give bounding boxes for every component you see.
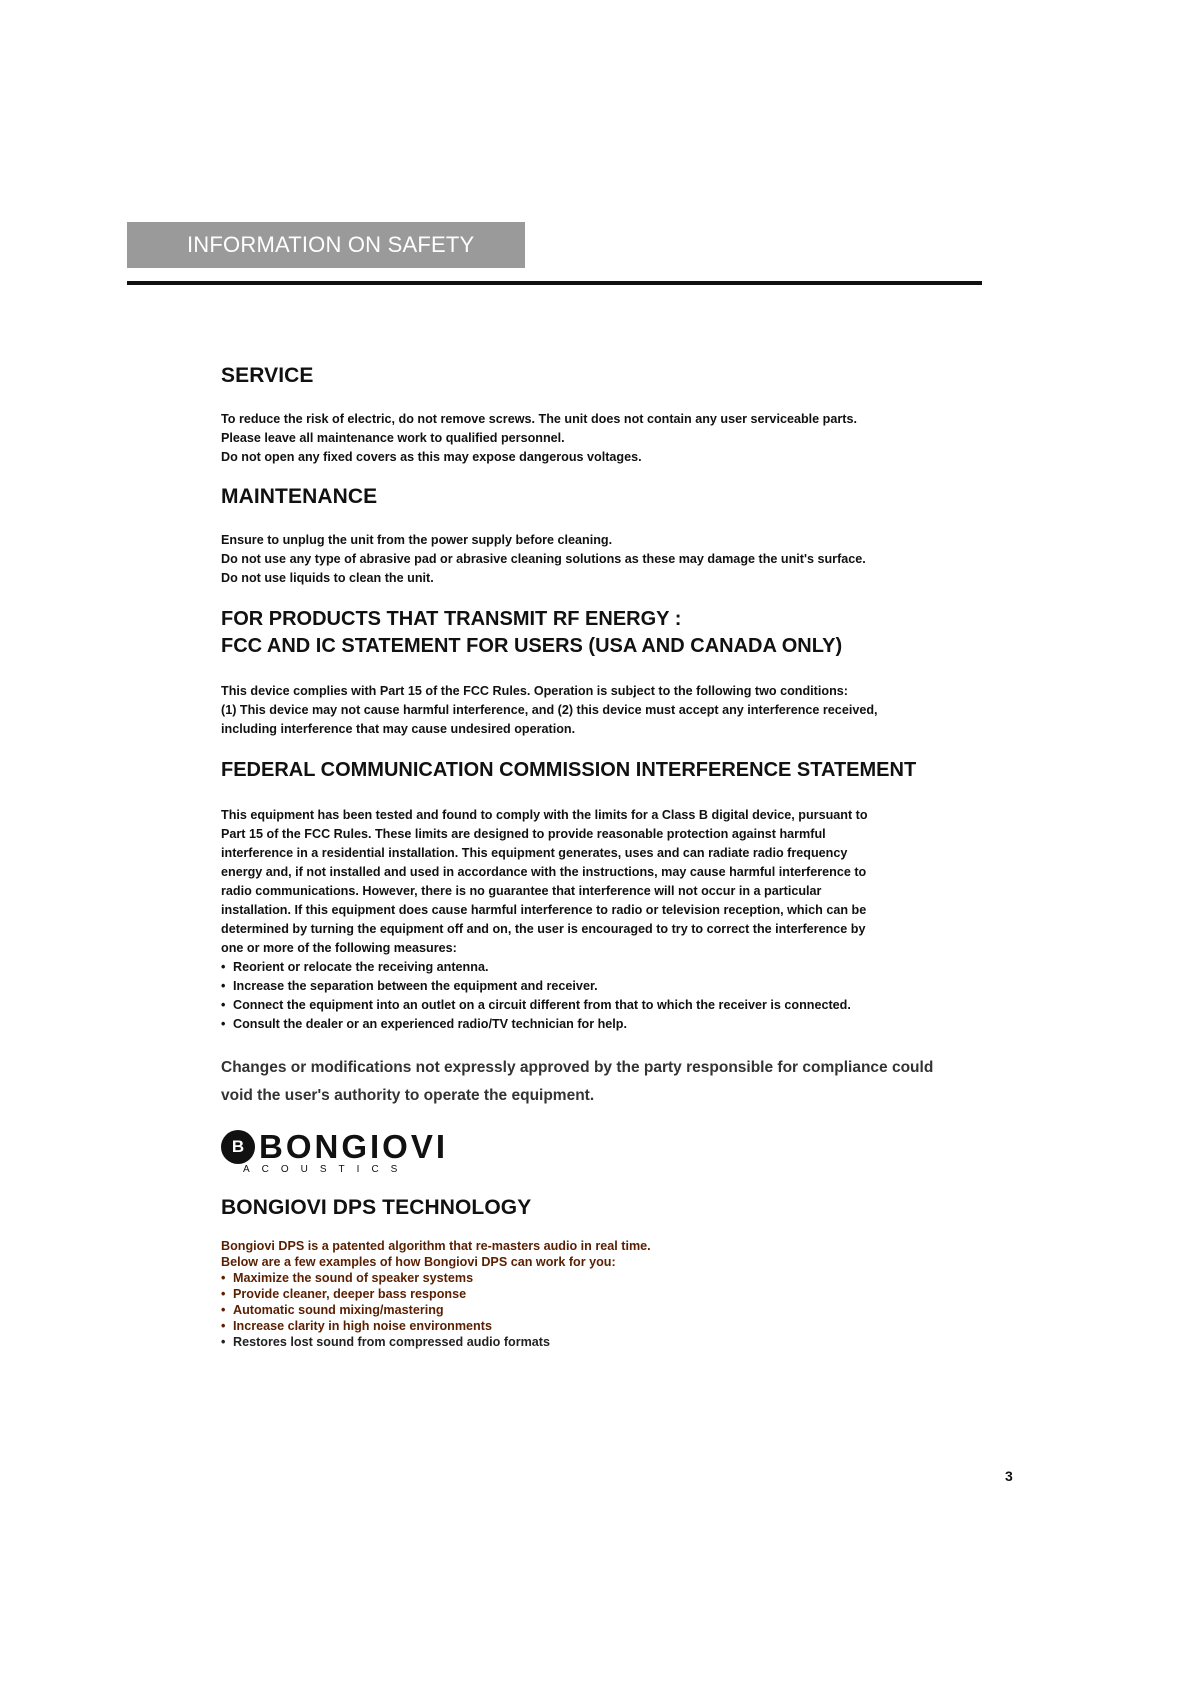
measure-list-item [221, 996, 1011, 1015]
service-line: Do not open any fixed covers as this may expose dangerous voltages. [221, 450, 642, 464]
logo-mark-icon [221, 1130, 255, 1164]
section-header-tab [127, 222, 525, 268]
fcc-interference-body [221, 806, 1011, 1034]
measure-text: Reorient or relocate the receiving antenna. [233, 960, 489, 974]
bongiovi-body [221, 1238, 1011, 1350]
feature-text: Automatic sound mixing/mastering [233, 1303, 444, 1317]
service-line: To reduce the risk of electric, do not remove screws. The unit does not contain any user serviceable parts. [221, 412, 857, 426]
fcc-ic-title-line2: FCC AND IC STATEMENT FOR USERS (USA AND CANADA ONLY) [221, 635, 843, 657]
bullet-glyph: • [221, 1303, 226, 1317]
fcc-interference-line: determined by turning the equipment off and on, the user is encouraged to try to correct the interference by [221, 922, 866, 936]
measure-text: Connect the equipment into an outlet on a circuit different from that to which the receiver is connected. [233, 998, 851, 1012]
fcc-interference-line: interference in a residential installation. This equipment generates, uses and can radiate radio frequency [221, 846, 848, 860]
bullet-glyph: • [221, 960, 226, 974]
header-divider [127, 281, 982, 285]
bongiovi-logo [221, 1130, 1011, 1176]
fcc-ic-heading [221, 606, 1011, 660]
fcc-interference-line: Part 15 of the FCC Rules. These limits are designed to provide reasonable protection against harmful [221, 827, 826, 841]
section-header-title: INFORMATION ON SAFETY [187, 232, 475, 257]
modification-notice [221, 1054, 1011, 1110]
logo-mark-letter: B [231, 1137, 245, 1156]
bullet-glyph: • [221, 1335, 226, 1349]
bullet-glyph: • [221, 1319, 226, 1333]
fcc-interference-line: This equipment has been tested and found to comply with the limits for a Class B digital device, pursuant to [221, 808, 868, 822]
feature-text: Provide cleaner, deeper bass response [233, 1287, 467, 1301]
fcc-interference-title: FEDERAL COMMUNICATION COMMISSION INTERFERENCE STATEMENT [221, 759, 917, 781]
measure-list-item [221, 1015, 1011, 1034]
fcc-ic-line: (1) This device may not cause harmful interference, and (2) this device must accept any interference received, [221, 703, 878, 717]
measure-text: Consult the dealer or an experienced radio/TV technician for help. [233, 1017, 627, 1031]
bongiovi-intro-line: Bongiovi DPS is a patented algorithm that re-masters audio in real time. [221, 1239, 651, 1253]
feature-text: Maximize the sound of speaker systems [233, 1271, 474, 1285]
fcc-interference-line: radio communications. However, there is no guarantee that interference will not occur in a particular [221, 884, 822, 898]
page-content [221, 364, 1011, 1350]
service-line: Please leave all maintenance work to qualified personnel. [221, 431, 565, 445]
bongiovi-intro-line: Below are a few examples of how Bongiovi DPS can work for you: [221, 1255, 616, 1269]
maintenance-line: Ensure to unplug the unit from the power supply before cleaning. [221, 533, 613, 547]
notice-line: void the user's authority to operate the equipment. [221, 1087, 595, 1104]
feature-list-item [221, 1334, 1011, 1350]
fcc-interference-line: installation. If this equipment does cause harmful interference to radio or television reception, which can be [221, 903, 867, 917]
page-number: 3 [1005, 1468, 1013, 1484]
bullet-glyph: • [221, 1017, 226, 1031]
bongiovi-title: BONGIOVI DPS TECHNOLOGY [221, 1196, 532, 1219]
fcc-ic-line: including interference that may cause undesired operation. [221, 722, 576, 736]
fcc-interference-line: energy and, if not installed and used in accordance with the instructions, may cause harmful interference to [221, 865, 867, 879]
logo-subtitle: ACOUSTICS [243, 1164, 410, 1175]
fcc-ic-title-line1: FOR PRODUCTS THAT TRANSMIT RF ENERGY : [221, 608, 682, 630]
fcc-interference-line: one or more of the following measures: [221, 941, 457, 955]
measure-list-item [221, 958, 1011, 977]
feature-text: Increase clarity in high noise environments [233, 1319, 492, 1333]
feature-text: Restores lost sound from compressed audio formats [233, 1335, 551, 1349]
notice-line: Changes or modifications not expressly approved by the party responsible for compliance could [221, 1059, 934, 1076]
measure-text: Increase the separation between the equipment and receiver. [233, 979, 598, 993]
feature-list-item [221, 1302, 1011, 1318]
feature-list-item [221, 1286, 1011, 1302]
maintenance-body [221, 531, 1011, 588]
logo-wordmark: BONGIOVI [259, 1128, 449, 1165]
service-body [221, 410, 1011, 467]
fcc-ic-line: This device complies with Part 15 of the FCC Rules. Operation is subject to the following two conditions: [221, 684, 848, 698]
bullet-glyph: • [221, 979, 226, 993]
feature-list-item [221, 1318, 1011, 1334]
maintenance-line: Do not use any type of abrasive pad or abrasive cleaning solutions as these may damage the unit's surface. [221, 552, 866, 566]
bullet-glyph: • [221, 998, 226, 1012]
logo-row [221, 1130, 1011, 1164]
maintenance-line: Do not use liquids to clean the unit. [221, 571, 434, 585]
bullet-glyph: • [221, 1287, 226, 1301]
bullet-glyph: • [221, 1271, 226, 1285]
fcc-ic-body [221, 682, 1011, 739]
maintenance-title: MAINTENANCE [221, 485, 378, 508]
measure-list-item [221, 977, 1011, 996]
service-title: SERVICE [221, 364, 314, 387]
feature-list-item [221, 1270, 1011, 1286]
